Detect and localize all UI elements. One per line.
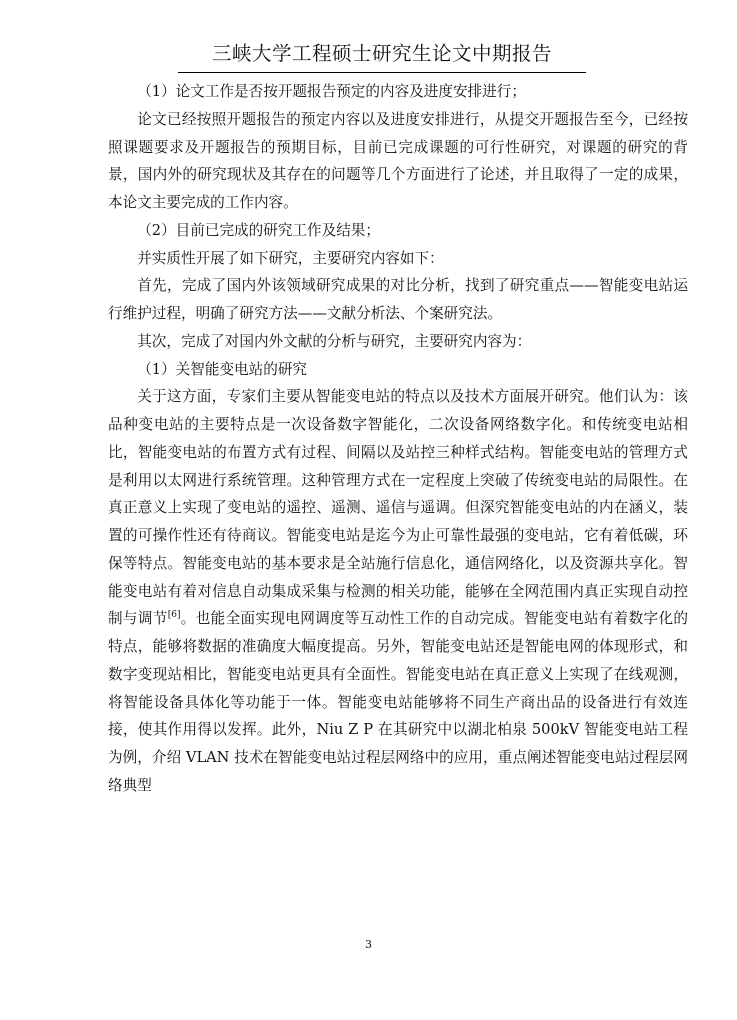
paragraph-intro: 并实质性开展了如下研究，主要研究内容如下： bbox=[137, 249, 444, 267]
section-heading-results: （2）目前已完成的研究工作及结果； bbox=[137, 221, 380, 239]
paragraph-text-after-ref: 。也能全面实现电网调度等互动性工作的自动完成。智能变电站有着数字化的特点，能够将数据的准确度大幅度提高。另外，智能变电站还是智能电网的体现形式，和数字变现站相比，智能变电站更具有全面性。智能变电站在真正意义上实现了在线观测，将智能设备具体化等功能于一体。智能变电站能够将不同生产商出品的设备进行有效连接，使其作用得以发挥。此外，Niu Z P 在其研究中以湖北柏泉 500kV 智能变电站工程为例，介绍 VLAN 技术在智能变电站过程层网络中的应用，重点阐述智能变电站过程层网络典型 bbox=[108, 610, 688, 794]
body-text bbox=[108, 78, 688, 800]
paragraph-smart-substation bbox=[108, 383, 688, 799]
page-number: 3 bbox=[365, 938, 372, 951]
page-header-title: 三峡大学工程硕士研究生论文中期报告 bbox=[211, 42, 552, 65]
section-heading-progress: （1）论文工作是否按开题报告预定的内容及进度安排进行； bbox=[137, 83, 526, 100]
paragraph-second: 其次，完成了对国内外文献的分析与研究，主要研究内容为： bbox=[137, 332, 532, 350]
citation-ref: [6] bbox=[167, 610, 181, 621]
subsection-heading-smart-substation: （1）关智能变电站的研究 bbox=[137, 360, 308, 378]
paragraph-first: 首先，完成了国内外该领域研究成果的对比分析，找到了研究重点——智能变电站运行维护过程，明确了研究方法——文献分析法、个案研究法。 bbox=[108, 277, 688, 322]
paragraph-text-before-ref: 关于这方面，专家们主要从智能变电站的特点以及技术方面展开研究。他们认为：该品种变电站的主要特点是一次设备数字智能化，二次设备网络数字化。和传统变电站相比，智能变电站的布置方式有过程、间隔以及站控三种样式结构。智能变电站的管理方式是利用以太网进行系统管理。这种管理方式在一定程度上突破了传统变电站的局限性。在真正意义上实现了变电站的遥控、遥测、遥信与遥调。但深究智能变电站的内在涵义，装置的可操作性还有待商议。智能变电站是迄今为止可靠性最强的变电站，它有着低碳，环保等特点。智能变电站的基本要求是全站施行信息化，通信网络化，以及资源共享化。智能变电站有着对信息自动集成采集与检测的相关功能，能够在全网范围内真正实现自动控制与调节 bbox=[108, 388, 688, 628]
paragraph-progress: 论文已经按照开题报告的预定内容以及进度安排进行，从提交开题报告至今，已经按照课题要求及开题报告的预期目标，目前已完成课题的可行性研究，对课题的研究的背景，国内外的研究现状及其存在的问题等几个方面进行了论述，并且取得了一定的成果，本论文主要完成的工作内容。 bbox=[108, 110, 688, 211]
header-rule bbox=[178, 72, 586, 73]
